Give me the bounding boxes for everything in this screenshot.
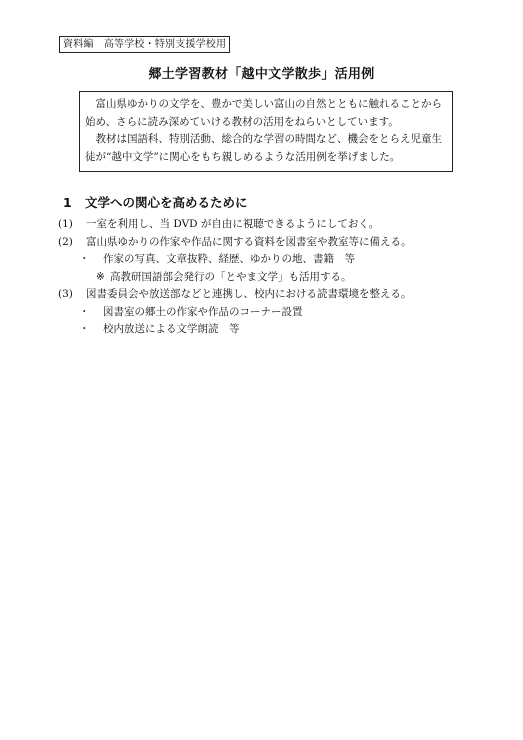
item-text: 校内放送による文学朗読 等 bbox=[103, 323, 240, 335]
document-tag: 資料編 高等学校・特別支援学校用 bbox=[59, 36, 230, 53]
intro-paragraph: 教材は国語科、特別活動、総合的な学習の時間など、機会をとらえ児童生徒が“越中文学”に関心をもち親しめるような活用例を挙げました。 bbox=[85, 133, 442, 163]
item-text: 富山県ゆかりの作家や作品に関する資料を図書室や教室等に備える。 bbox=[86, 235, 412, 248]
bullet-marker: ・ bbox=[79, 323, 90, 335]
list-item bbox=[0, 321, 523, 339]
bullet-marker: ・ bbox=[79, 305, 90, 318]
item-text: 高教研国語部会発行の「とやま文学」も活用する。 bbox=[110, 270, 352, 283]
list-item bbox=[0, 234, 523, 252]
item-marker: (3) bbox=[58, 288, 73, 300]
list-item bbox=[0, 251, 523, 269]
list-item bbox=[0, 304, 523, 322]
intro-paragraph: 富山県ゆかりの文学を、豊かで美しい富山の自然とともに触れることから始め、さらに読み深めていける教材の活用をねらいとしています。 bbox=[85, 98, 442, 128]
item-text: 図書室の郷土の作家や作品のコーナー設置 bbox=[103, 305, 303, 318]
item-list bbox=[0, 216, 523, 339]
item-marker: (2) bbox=[58, 235, 73, 248]
section-number: 1 bbox=[63, 195, 72, 210]
item-marker: (1) bbox=[58, 218, 73, 230]
item-text: 作家の写真、文章抜粋、経歴、ゆかりの地、書籍 等 bbox=[103, 253, 355, 265]
list-item bbox=[0, 216, 523, 234]
item-text: 一室を利用し、当 DVD が自由に視聴できるようにしておく。 bbox=[86, 218, 380, 230]
list-item bbox=[0, 286, 523, 304]
section-heading bbox=[63, 193, 248, 211]
page-title: 郷土学習教材「越中文学散歩」活用例 bbox=[148, 67, 375, 82]
item-text: 図書委員会や放送部などと連携し、校内における読書環境を整える。 bbox=[86, 288, 412, 300]
section-title: 文学への関心を高めるために bbox=[85, 195, 248, 210]
intro-box bbox=[79, 91, 453, 172]
bullet-marker: ・ bbox=[79, 253, 90, 265]
list-item bbox=[0, 269, 523, 287]
note-marker: ※ bbox=[96, 270, 105, 283]
